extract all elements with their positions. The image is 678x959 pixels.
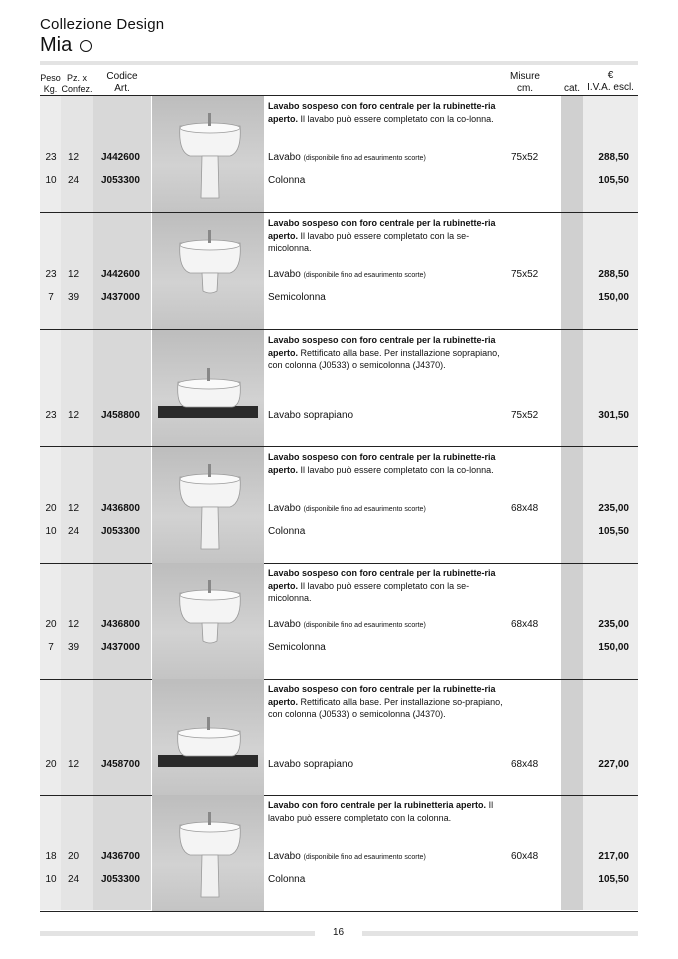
price-eur: 105,50 bbox=[598, 175, 629, 186]
size-cm: 68x48 bbox=[511, 619, 539, 630]
product-name-text: Lavabo soprapiano bbox=[268, 759, 354, 770]
header-price: € I.V.A. escl. bbox=[587, 70, 634, 93]
price-eur: 288,50 bbox=[598, 269, 629, 280]
description-bold: Lavabo sospeso con foro centrale per la rubinette-ria aperto. bbox=[268, 452, 496, 475]
pieces-per-pack: 12 bbox=[68, 269, 80, 280]
pedestal-washbasin-icon bbox=[152, 795, 264, 910]
weight-kg: 20 bbox=[45, 759, 57, 770]
product-photo bbox=[152, 330, 264, 446]
table-row bbox=[40, 679, 638, 796]
weight-kg: 20 bbox=[45, 503, 57, 514]
weight-kg: 18 bbox=[45, 851, 57, 862]
semi-washbasin-icon bbox=[152, 213, 264, 328]
product-photo bbox=[152, 795, 264, 911]
price-eur: 227,00 bbox=[598, 759, 629, 770]
product-name bbox=[268, 526, 305, 537]
product-name bbox=[268, 503, 426, 514]
description-bold: Lavabo sospeso con foro centrale per la rubinette-ria aperto. bbox=[268, 101, 496, 124]
header-pz: Pz. x Confez. bbox=[61, 73, 93, 94]
description-text: Il lavabo può essere completato con la co-lonna. bbox=[298, 464, 494, 475]
description-text: Il lavabo può essere completato con la co-lonna. bbox=[298, 113, 494, 124]
semi-washbasin-icon bbox=[152, 563, 264, 678]
product-photo bbox=[152, 96, 264, 212]
price-eur: 105,50 bbox=[598, 526, 629, 537]
pieces-per-pack: 24 bbox=[68, 526, 80, 537]
product-photo bbox=[152, 679, 264, 795]
product-name bbox=[268, 642, 326, 653]
price-eur: 150,00 bbox=[598, 292, 629, 303]
weight-kg: 23 bbox=[45, 269, 57, 280]
article-code: J442600 bbox=[101, 269, 140, 280]
product-name bbox=[268, 152, 426, 163]
pieces-per-pack: 12 bbox=[68, 152, 80, 163]
pieces-per-pack: 24 bbox=[68, 874, 80, 885]
pieces-per-pack: 20 bbox=[68, 851, 80, 862]
counter-washbasin-icon bbox=[152, 330, 264, 445]
footer-bar-right bbox=[362, 931, 638, 936]
size-cm: 68x48 bbox=[511, 759, 539, 770]
weight-kg: 7 bbox=[48, 292, 54, 303]
article-code: J437000 bbox=[101, 642, 140, 653]
counter-washbasin-icon bbox=[152, 679, 264, 794]
size-cm: 68x48 bbox=[511, 503, 539, 514]
product-name bbox=[268, 175, 305, 186]
weight-kg: 23 bbox=[45, 152, 57, 163]
description-bold: Lavabo sospeso con foro centrale per la rubinette-ria aperto. bbox=[268, 218, 496, 241]
article-code: J436800 bbox=[101, 503, 140, 514]
weight-kg: 20 bbox=[45, 619, 57, 630]
description-bold: Lavabo con foro centrale per la rubinetteria aperto. bbox=[268, 800, 487, 810]
size-cm: 75x52 bbox=[511, 152, 539, 163]
footer-bar-left bbox=[40, 931, 315, 936]
description-bold: Lavabo sospeso con foro centrale per la rubinette-ria aperto. bbox=[268, 684, 496, 707]
price-eur: 105,50 bbox=[598, 874, 629, 885]
weight-kg: 10 bbox=[45, 175, 57, 186]
description-text: Rettificato alla base. Per installazione so-prapiano, con colonna (J0533) o semicolonna (J4370). bbox=[268, 696, 503, 719]
description-text: Il lavabo può essere completato con la colonna. bbox=[268, 800, 494, 823]
availability-note: (disponibile fino ad esaurimento scorte) bbox=[303, 155, 426, 162]
weight-kg: 23 bbox=[45, 410, 57, 421]
product-description bbox=[268, 799, 508, 824]
circle-logo-icon bbox=[80, 40, 92, 52]
pedestal-washbasin-icon bbox=[152, 96, 264, 211]
product-name bbox=[268, 292, 326, 303]
table-row bbox=[40, 330, 638, 447]
price-eur: 150,00 bbox=[598, 642, 629, 653]
price-eur: 235,00 bbox=[598, 619, 629, 630]
product-name bbox=[268, 759, 353, 770]
collection-title: Collezione Design bbox=[40, 16, 165, 33]
product-name-text: Lavabo bbox=[268, 269, 301, 280]
product-name bbox=[268, 619, 426, 630]
description-text: Rettificato alla base. Per installazione soprapiano, con colonna (J0533) o semicolonna (J4370). bbox=[268, 347, 500, 370]
product-name-text: Lavabo bbox=[268, 503, 301, 514]
header-misure: Misure cm. bbox=[509, 71, 540, 94]
price-eur: 235,00 bbox=[598, 503, 629, 514]
header-divider bbox=[40, 61, 638, 65]
product-name bbox=[268, 269, 426, 280]
product-description bbox=[268, 567, 508, 605]
series-name: Mia bbox=[40, 34, 73, 56]
series-title bbox=[40, 34, 92, 57]
size-cm: 60x48 bbox=[511, 851, 539, 862]
availability-note: (disponibile fino ad esaurimento scorte) bbox=[303, 506, 426, 513]
article-code: J458700 bbox=[101, 759, 140, 770]
product-name-text: Semicolonna bbox=[268, 292, 326, 303]
pieces-per-pack: 39 bbox=[68, 642, 80, 653]
product-name bbox=[268, 410, 353, 421]
availability-note: (disponibile fino ad esaurimento scorte) bbox=[303, 272, 426, 279]
product-photo bbox=[152, 213, 264, 329]
product-name-text: Colonna bbox=[268, 874, 306, 885]
size-cm: 75x52 bbox=[511, 410, 539, 421]
article-code: J458800 bbox=[101, 410, 140, 421]
product-description bbox=[268, 217, 508, 255]
price-eur: 217,00 bbox=[598, 851, 629, 862]
article-code: J053300 bbox=[101, 526, 140, 537]
price-eur: 288,50 bbox=[598, 152, 629, 163]
product-name bbox=[268, 851, 426, 862]
product-name-text: Lavabo bbox=[268, 619, 301, 630]
table-row bbox=[40, 213, 638, 330]
size-cm: 75x52 bbox=[511, 269, 539, 280]
availability-note: (disponibile fino ad esaurimento scorte) bbox=[303, 854, 426, 861]
product-photo bbox=[152, 563, 264, 679]
price-eur: 301,50 bbox=[598, 410, 629, 421]
pieces-per-pack: 12 bbox=[68, 759, 80, 770]
product-name-text: Semicolonna bbox=[268, 642, 326, 653]
article-code: J053300 bbox=[101, 874, 140, 885]
product-name-text: Colonna bbox=[268, 526, 306, 537]
weight-kg: 7 bbox=[48, 642, 54, 653]
product-photo bbox=[152, 447, 264, 563]
header-peso: Peso Kg. bbox=[40, 73, 61, 94]
product-description bbox=[268, 100, 508, 125]
article-code: J436700 bbox=[101, 851, 140, 862]
product-name bbox=[268, 874, 305, 885]
product-name-text: Lavabo soprapiano bbox=[268, 410, 354, 421]
article-code: J437000 bbox=[101, 292, 140, 303]
pieces-per-pack: 12 bbox=[68, 410, 80, 421]
pieces-per-pack: 12 bbox=[68, 619, 80, 630]
product-description bbox=[268, 334, 508, 372]
description-bold: Lavabo sospeso con foro centrale per la rubinette-ria aperto. bbox=[268, 568, 496, 591]
table-row bbox=[40, 447, 638, 564]
product-description bbox=[268, 683, 508, 721]
description-text: Il lavabo può essere completato con la se-micolonna. bbox=[268, 580, 470, 603]
table-row bbox=[40, 563, 638, 680]
article-code: J436800 bbox=[101, 619, 140, 630]
pieces-per-pack: 39 bbox=[68, 292, 80, 303]
pedestal-washbasin-icon bbox=[152, 447, 264, 562]
product-name-text: Lavabo bbox=[268, 152, 301, 163]
description-text: Il lavabo può essere completato con la se-micolonna. bbox=[268, 230, 470, 253]
pieces-per-pack: 12 bbox=[68, 503, 80, 514]
header-codice: Codice Art. bbox=[106, 71, 138, 94]
description-bold: Lavabo sospeso con foro centrale per la rubinette-ria aperto. bbox=[268, 335, 496, 358]
header-cat: cat. bbox=[563, 83, 581, 94]
article-code: J442600 bbox=[101, 152, 140, 163]
article-code: J053300 bbox=[101, 175, 140, 186]
availability-note: (disponibile fino ad esaurimento scorte) bbox=[303, 622, 426, 629]
table-row bbox=[40, 96, 638, 213]
pieces-per-pack: 24 bbox=[68, 175, 80, 186]
page-number: 16 bbox=[332, 927, 345, 938]
product-description bbox=[268, 451, 508, 476]
product-name-text: Lavabo bbox=[268, 851, 301, 862]
weight-kg: 10 bbox=[45, 874, 57, 885]
product-name-text: Colonna bbox=[268, 175, 306, 186]
table-row bbox=[40, 795, 638, 912]
weight-kg: 10 bbox=[45, 526, 57, 537]
